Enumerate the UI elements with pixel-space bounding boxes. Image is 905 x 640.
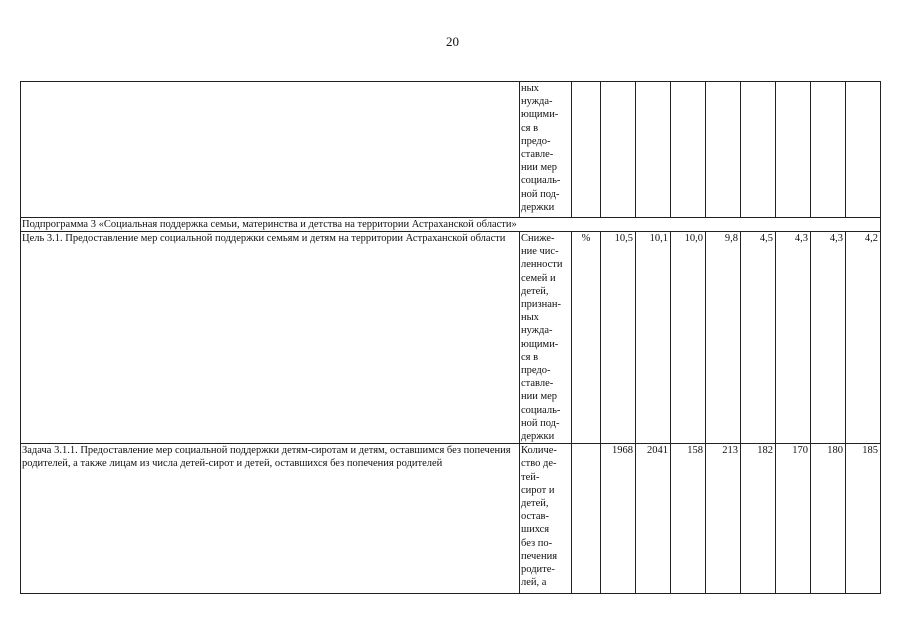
value-cell: 158 xyxy=(671,444,706,594)
indicator-cell: ных нужда- ющими- ся в предо- ставле- нии мер социаль- ной под- держки xyxy=(520,82,572,218)
value-cell: 182 xyxy=(741,444,776,594)
value-cell: 4,5 xyxy=(741,232,776,444)
value-cell: 170 xyxy=(776,444,811,594)
task-unit xyxy=(572,444,601,594)
indicators-table xyxy=(20,81,881,594)
value-cell: 10,0 xyxy=(671,232,706,444)
goal-row xyxy=(21,232,881,444)
unit-cell xyxy=(572,82,601,218)
value-cell: 4,2 xyxy=(846,232,881,444)
goal-unit: % xyxy=(572,232,601,444)
task-description: Задача 3.1.1. Предоставление мер социальной поддержки детям-сиротам и детям, оставшимся без попечения родителей, а также лицам из числа детей-сирот и детей, оставшихся без попечения родителей xyxy=(21,444,520,594)
value-cell: 1968 xyxy=(601,444,636,594)
value-cell: 185 xyxy=(846,444,881,594)
goal-description: Цель 3.1. Предоставление мер социальной поддержки семьям и детям на территории Астраханской области xyxy=(21,232,520,444)
task-indicator: Количе- ство де- тей- сирот и детей, остав- шихся без по- печения родите- лей, а xyxy=(520,444,572,594)
subprogram-title: Подпрограмма 3 «Социальная поддержка семьи, материнства и детства на территории Астраханской области» xyxy=(21,218,881,232)
description-cell xyxy=(21,82,520,218)
value-cell: 9,8 xyxy=(706,232,741,444)
subprogram-row xyxy=(21,218,881,232)
value-cell: 10,5 xyxy=(601,232,636,444)
value-cell: 4,3 xyxy=(776,232,811,444)
task-row xyxy=(21,444,881,594)
value-cell: 2041 xyxy=(636,444,671,594)
page-number: 20 xyxy=(446,34,459,49)
value-cell: 4,3 xyxy=(811,232,846,444)
value-cell: 10,1 xyxy=(636,232,671,444)
value-cell: 213 xyxy=(706,444,741,594)
value-cell: 180 xyxy=(811,444,846,594)
goal-indicator: Сниже- ние чис- ленности семей и детей, признан- ных нужда- ющими- ся в предо- ставле- нии мер социаль- ной под- держки xyxy=(520,232,572,444)
table-row xyxy=(21,82,881,218)
